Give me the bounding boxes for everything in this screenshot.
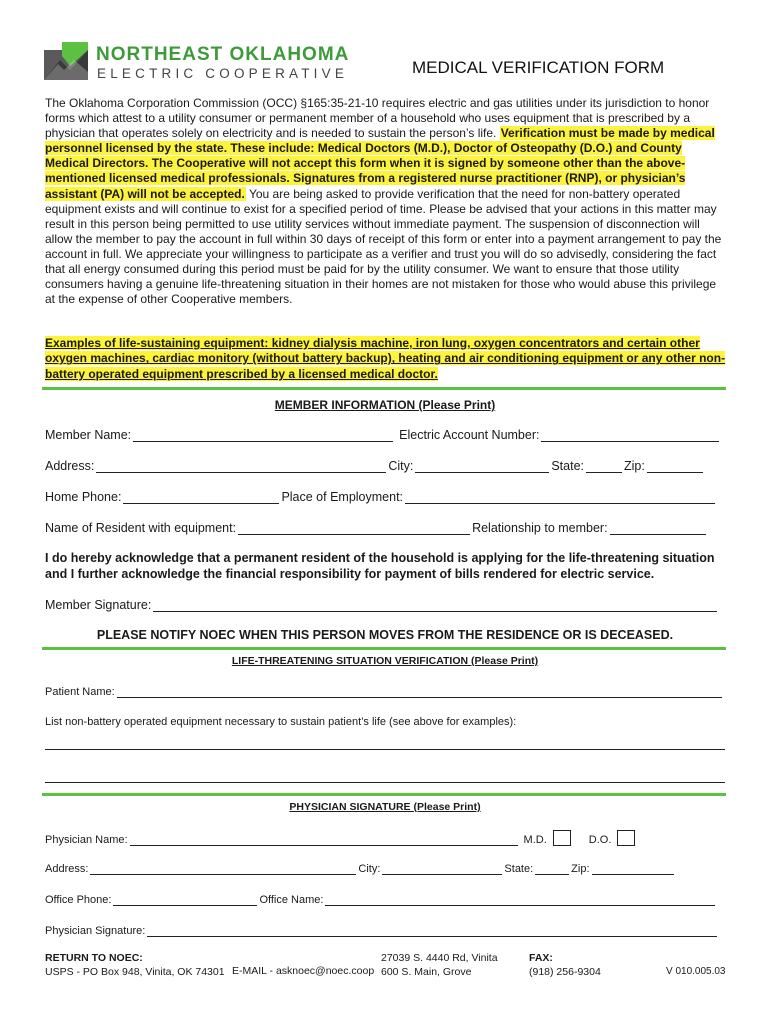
member-address-label: Address: <box>45 459 95 473</box>
resident-row <box>45 521 708 535</box>
physician-address-field[interactable] <box>90 862 356 875</box>
patient-name-row <box>45 685 724 698</box>
footer-return <box>45 952 225 979</box>
physician-state-label: State: <box>504 863 534 875</box>
fax-label: FAX: <box>529 952 553 964</box>
physician-zip-field[interactable] <box>592 862 674 875</box>
office-row <box>45 893 717 906</box>
account-number-label: Electric Account Number: <box>399 428 540 442</box>
company-logo <box>44 42 350 84</box>
equipment-examples <box>45 336 735 382</box>
do-label: D.O. <box>588 834 612 846</box>
return-label: RETURN TO NOEC: <box>45 952 143 964</box>
member-state-field[interactable] <box>586 460 622 473</box>
physician-name-row <box>45 830 635 846</box>
intro-text-2: You are being asked to provide verification that the need for non-battery operated equipment exists and will continue to exist for a specified period of time. Please be advised that your actions in this matter may result in this person being permitted to use utility services without immediate payment. The suspension of disconnection will allow the member to pay the account in full within 30 days of receipt of this form or enter into a payment arrangement to pay the account in full. We appreciate your willingness to participate as a verifier and trust you will do so advisedly, considering the fact that all energy consumed during this period must be paid for by the utility consumer. We want to ensure that those utility consumers having a genuine life-threatening situation in their homes are not mistaken for those who would abuse this privilege at the expense of other Cooperative members. <box>45 186 722 307</box>
member-zip-field[interactable] <box>647 460 703 473</box>
resident-name-field[interactable] <box>238 522 470 535</box>
member-signature-field[interactable] <box>153 599 717 612</box>
footer-addresses <box>381 952 498 979</box>
footer-fax <box>529 952 601 979</box>
member-city-field[interactable] <box>415 460 549 473</box>
life-section-heading: LIFE-THREATENING SITUATION VERIFICATION (Please Print) <box>231 655 539 667</box>
notify-notice: PLEASE NOTIFY NOEC WHEN THIS PERSON MOVES FROM THE RESIDENCE OR IS DECEASED. <box>96 628 674 642</box>
physician-city-label: City: <box>358 863 381 875</box>
relationship-label: Relationship to member: <box>472 521 608 535</box>
equipment-examples-text: Examples of life-sustaining equipment: kidney dialysis machine, iron lung, oxygen concentrators and certain other oxygen machines, cardiac monitory (without battery backup), heating and air conditioning equipment or any other non-battery operated equipment prescribed by a licensed medical doctor. <box>45 336 726 381</box>
md-checkbox[interactable] <box>553 830 571 846</box>
md-label: M.D. <box>523 834 547 846</box>
logo-mountain-icon <box>44 42 90 82</box>
physician-zip-label: Zip: <box>571 863 590 875</box>
acknowledgement-text: I do hereby acknowledge that a permanent resident of the household is applying for the life-threatening situation and I further acknowledge the financial responsibility for payment of bills rendered for electric service. <box>45 551 715 581</box>
employment-label: Place of Employment: <box>281 490 404 504</box>
physician-city-field[interactable] <box>382 862 502 875</box>
member-city-label: City: <box>388 459 414 473</box>
divider-member <box>42 387 726 390</box>
physician-name-label: Physician Name: <box>45 834 128 846</box>
equipment-list-line-2[interactable] <box>45 782 725 783</box>
do-checkbox[interactable] <box>617 830 635 846</box>
equipment-list-line-1[interactable] <box>45 749 725 750</box>
patient-name-label: Patient Name: <box>45 686 115 698</box>
member-zip-label: Zip: <box>624 459 645 473</box>
resident-name-label: Name of Resident with equipment: <box>45 521 237 535</box>
member-name-row <box>45 428 721 442</box>
office-name-label: Office Name: <box>259 894 324 906</box>
member-address-row <box>45 459 705 473</box>
physician-signature-field[interactable] <box>147 924 717 937</box>
employment-field[interactable] <box>405 491 715 504</box>
member-signature-row <box>45 598 719 612</box>
intro-text-1: The Oklahoma Corporation Commission (OCC) §165:35-21-10 requires electric and gas utilities under its jurisdiction to honor forms which attest to a utility consumer or permanent member of a household who uses equipment that is prescribed by a physician that operates solely on electricity and is needed to sustain the person’s life. <box>45 96 710 141</box>
physician-state-field[interactable] <box>535 862 569 875</box>
divider-physician <box>42 793 726 796</box>
logo-line1: NORTHEAST OKLAHOMA <box>96 44 350 65</box>
member-name-field[interactable] <box>133 429 393 442</box>
physician-section-heading: PHYSICIAN SIGNATURE (Please Print) <box>289 801 481 813</box>
intro-paragraph <box>45 96 725 307</box>
relationship-field[interactable] <box>610 522 706 535</box>
divider-life <box>42 647 726 650</box>
footer-address-1: 27039 S. 4440 Rd, Vinita <box>381 952 498 964</box>
member-signature-label: Member Signature: <box>45 598 152 612</box>
form-title: MEDICAL VERIFICATION FORM <box>412 58 665 77</box>
footer-email[interactable]: E-MAIL - asknoec@noec.coop <box>232 965 375 977</box>
office-phone-label: Office Phone: <box>45 894 112 906</box>
logo-line2: ELECTRIC COOPERATIVE <box>97 66 349 81</box>
member-name-label: Member Name: <box>45 428 132 442</box>
physician-name-field[interactable] <box>130 833 518 846</box>
physician-address-label: Address: <box>45 863 89 875</box>
physician-signature-label: Physician Signature: <box>45 925 146 937</box>
account-number-field[interactable] <box>541 429 719 442</box>
office-phone-field[interactable] <box>113 893 257 906</box>
usps-address: USPS - PO Box 948, Vinita, OK 74301 <box>45 965 225 978</box>
physician-address-row <box>45 862 676 875</box>
physician-signature-row <box>45 924 719 937</box>
member-address-field[interactable] <box>96 460 386 473</box>
intro-highlight: Verification must be made by medical personnel licensed by the state. These include: Medical Doctors (M.D.), Doctor of Osteopathy (D.O.) and County Medical Directors. The Cooperative will not accept this form when it is signed by someone other than the above-mentioned licensed medical professionals. Signatures from a registered nurse practitioner (RNP), or physician’s assistant (PA) will not be accepted. <box>45 126 715 201</box>
office-name-field[interactable] <box>325 893 715 906</box>
equipment-list-label: List non-battery operated equipment necessary to sustain patient’s life (see above for examples): <box>45 716 517 728</box>
footer-address-2: 600 S. Main, Grove <box>381 965 472 978</box>
member-phone-row <box>45 490 717 504</box>
home-phone-label: Home Phone: <box>45 490 122 504</box>
member-state-label: State: <box>551 459 585 473</box>
version-number: V 010.005.03 <box>666 966 726 977</box>
patient-name-field[interactable] <box>117 685 722 698</box>
home-phone-field[interactable] <box>123 491 279 504</box>
fax-number: (918) 256-9304 <box>529 965 601 978</box>
member-section-heading: MEMBER INFORMATION (Please Print) <box>274 398 496 412</box>
